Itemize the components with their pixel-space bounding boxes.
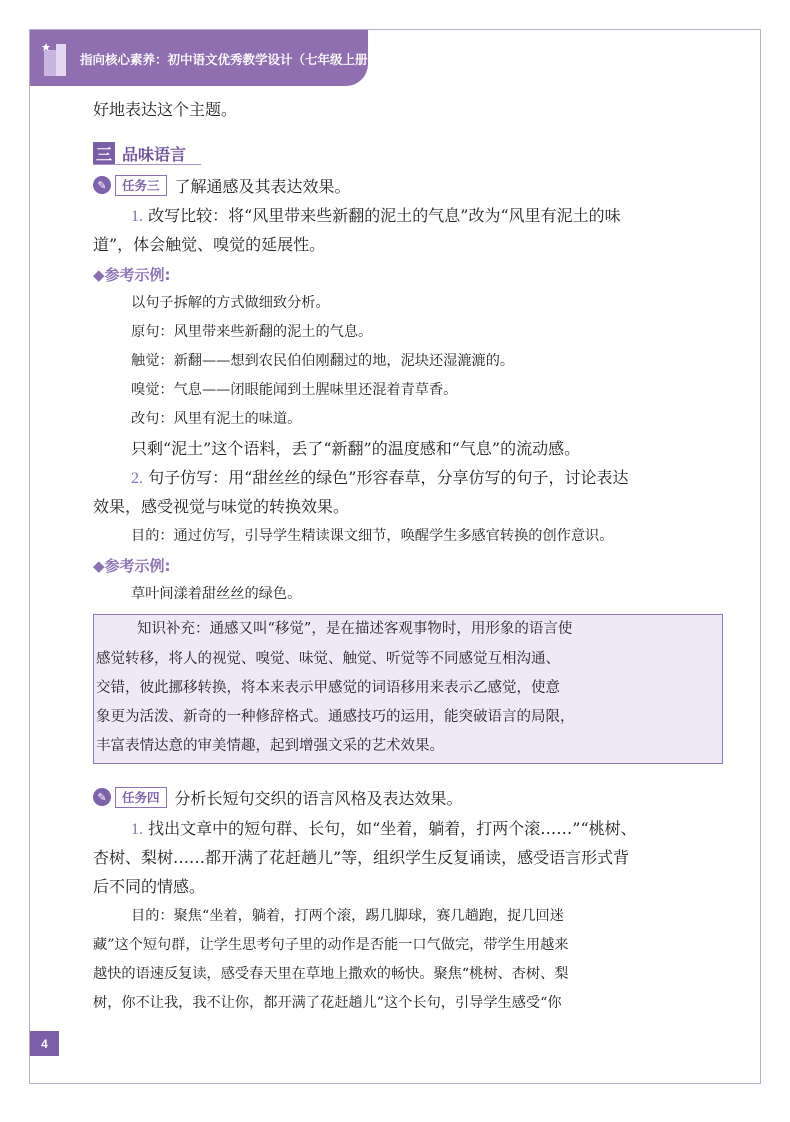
section-number: 三: [93, 142, 115, 164]
item-text: 找出文章中的短句群、长句，如“坐着，躺着，打两个滚……”“桃树、: [148, 819, 637, 838]
example-line: 触觉：新翻——想到农民伯伯刚翻过的地，泥块还湿漉漉的。: [131, 353, 515, 369]
task-text: 分析长短句交织的语言风格及表达效果。: [174, 788, 463, 808]
section-underline: [93, 164, 201, 165]
note-line: 感觉转移，将人的视觉、嗅觉、味觉、触觉、听觉等不同感觉互相沟通、: [96, 651, 560, 667]
book-logo-icon: [42, 40, 72, 80]
task-four-heading: [93, 785, 463, 809]
note-line: 丰富表情达意的审美情趣，起到增强文采的艺术效果。: [96, 738, 444, 754]
task-icon: ✎: [93, 788, 111, 806]
note-line: 交错，彼此挪移转换，将本来表示甲感觉的词语移用来表示乙感觉，使意: [96, 680, 560, 696]
task-label: 任务四: [115, 787, 167, 808]
item-two-line-2: 效果，感受视觉与味觉的转换效果。: [93, 497, 350, 516]
purpose-line: 藏”这个短句群，让学生思考句子里的动作是否能一口气做完，带学生用越来: [93, 937, 569, 953]
item-three-line-2: 杏树、梨树……都开满了花赶趟儿”等，组织学生反复诵读，感受语言形式背: [93, 848, 630, 867]
item-number: 1.: [131, 821, 143, 838]
item-two-line-1: [131, 463, 723, 494]
page-number: 4: [30, 1031, 59, 1056]
header-banner: [30, 30, 381, 86]
knowledge-note-box: [93, 614, 723, 764]
example-line: 改句：风里有泥土的味道。: [131, 411, 302, 427]
task-label: 任务三: [115, 175, 167, 196]
example-line: 嗅觉：气息——闭眼能闻到土腥味里还混着青草香。: [131, 382, 458, 398]
section-heading: [93, 141, 186, 165]
purpose-line: 树，你不让我，我不让你，都开满了花赶趟儿”这个长句，引导学生感受“你: [93, 995, 562, 1011]
section-title: 品味语言: [122, 144, 187, 164]
note-line: 知识补充：通感又叫“移觉”，是在描述客观事物时，用形象的语言使: [137, 621, 573, 637]
purpose-line: 目的：通过仿写，引导学生精读课文细节，唤醒学生多感官转换的创作意识。: [131, 528, 614, 544]
item-three-line-3: 后不同的情感。: [93, 877, 206, 896]
example-summary: 只剩“泥土”这个语料，丢了“新翻”的温度感和“气息”的流动感。: [131, 439, 581, 458]
purpose-line: 越快的语速反复读，感受春天里在草地上撒欢的畅快。聚焦“桃树、杏树、梨: [93, 966, 569, 982]
example-line: 草叶间漾着甜丝丝的绿色。: [131, 586, 302, 602]
item-one-line-2: 道”，体会触觉、嗅觉的延展性。: [93, 235, 326, 254]
note-line: 象更为活泼、新奇的一种修辞格式。通感技巧的运用，能突破语言的局限，: [96, 709, 575, 725]
item-text: 改写比较：将“风里带来些新翻的泥土的气息”改为“风里有泥土的味: [148, 206, 621, 225]
header-title: 指向核心素养：初中语文优秀教学设计（七年级上册）: [80, 52, 381, 67]
item-number: 1.: [131, 208, 143, 225]
item-text: 句子仿写：用“甜丝丝的绿色”形容春草，分享仿写的句子，讨论表达: [148, 468, 629, 487]
reference-example-heading: ◆参考示例:: [93, 557, 171, 575]
reference-example-heading: ◆参考示例:: [93, 266, 171, 284]
task-text: 了解通感及其表达效果。: [174, 176, 351, 196]
example-line: 原句：风里带来些新翻的泥土的气息。: [131, 324, 373, 340]
task-icon: ✎: [93, 176, 111, 194]
paragraph-line: 好地表达这个主题。: [93, 100, 238, 119]
item-three-line-1: [131, 814, 723, 845]
purpose-line: 目的：聚焦“坐着，躺着，打两个滚，踢几脚球，赛几趟跑，捉几回迷: [131, 908, 564, 924]
item-number: 2.: [131, 470, 143, 487]
task-three-heading: [93, 173, 351, 197]
example-line: 以句子拆解的方式做细致分析。: [131, 295, 330, 311]
item-one-line-1: [131, 201, 723, 232]
